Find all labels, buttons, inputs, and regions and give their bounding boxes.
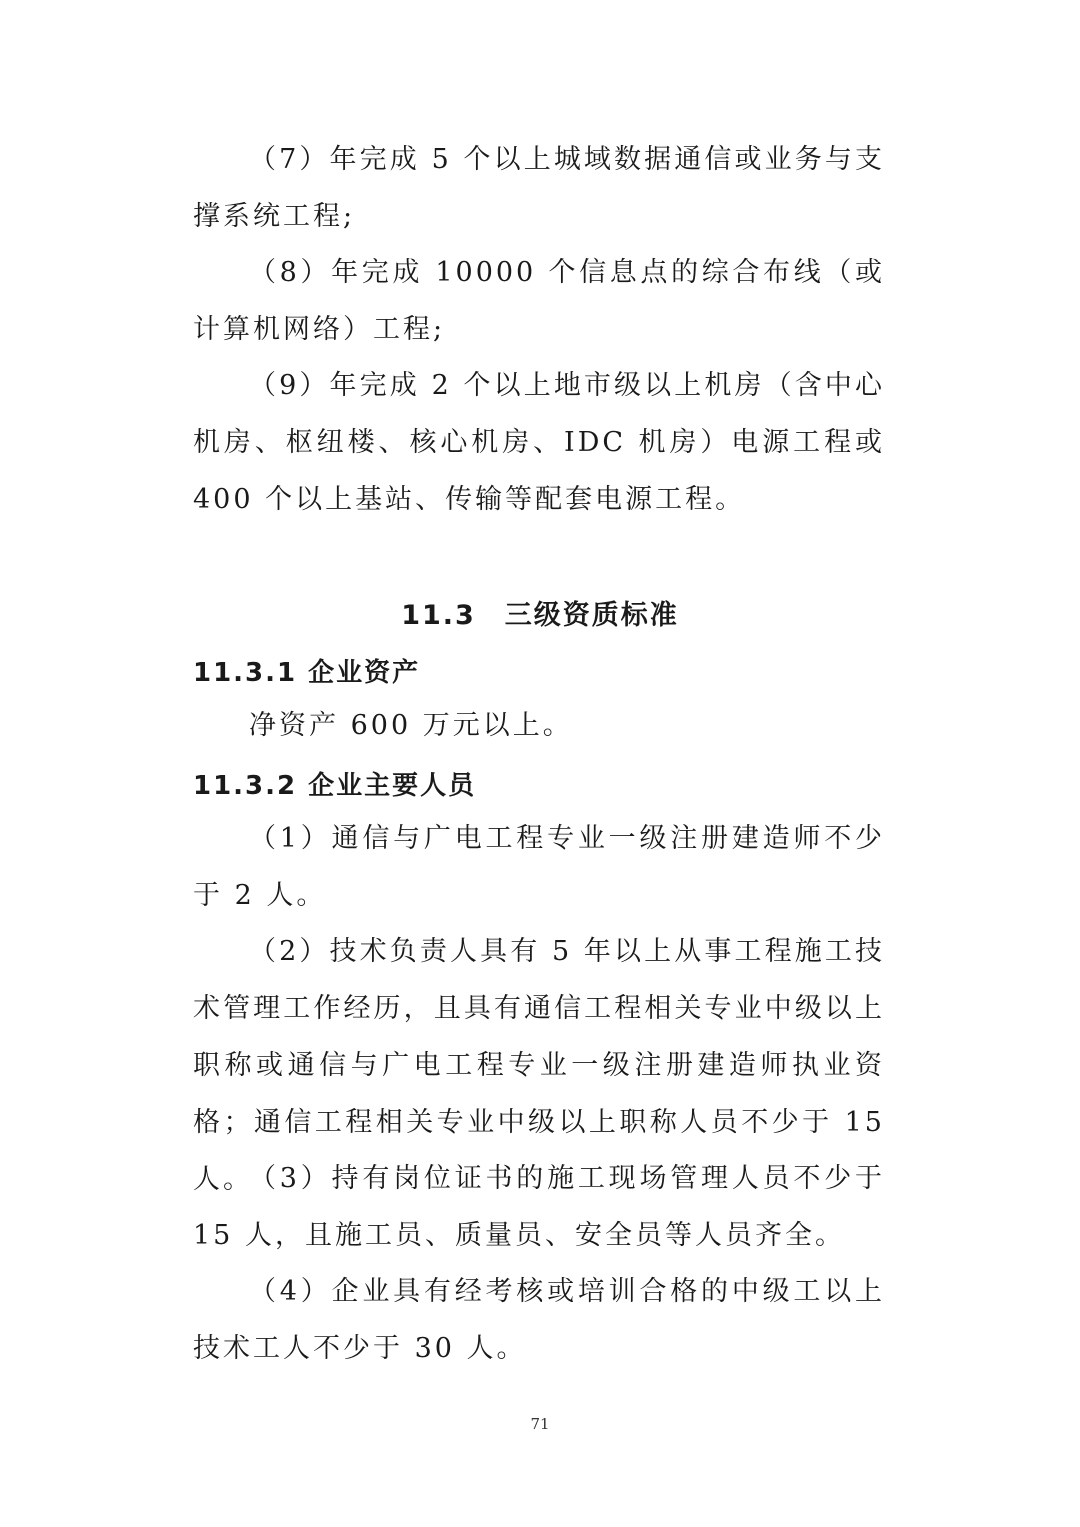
personnel-item-4: （4）企业具有经考核或培训合格的中级工以上技术工人不少于 30 人。 (193, 1276, 885, 1364)
personnel-item-3: （3）持有岗位证书的施工现场管理人员不少于 15 人，且施工员、质量员、安全员等人员齐全。 (193, 1163, 885, 1251)
assets-body: 净资产 600 万元以上。 (249, 710, 573, 741)
item-9: （9）年完成 2 个以上地市级以上机房（含中心机房、枢纽楼、核心机房、IDC 机房）电源工程或 400 个以上基站、传输等配套电源工程。 (193, 370, 885, 515)
personnel-item-2: （2）技术负责人具有 5 年以上从事工程施工技术管理工作经历，且具有通信工程相关专业中级以上职称或通信与广电工程专业一级注册建造师执业资格；通信工程相关专业中级以上职称人员不少于 15 人。 (193, 936, 885, 1195)
item-8: （8）年完成 10000 个信息点的综合布线（或计算机网络）工程; (193, 257, 885, 345)
section-title: 11.3 三级资质标准 (401, 600, 679, 631)
personnel-item-1: （1）通信与广电工程专业一级注册建造师不少于 2 人。 (193, 823, 885, 911)
page-number: 71 (530, 1415, 550, 1433)
subsection-heading-personnel: 11.3.2 企业主要人员 (193, 771, 477, 801)
item-7: （7）年完成 5 个以上城域数据通信或业务与支撑系统工程; (193, 144, 885, 232)
subsection-heading-assets: 11.3.1 企业资产 (193, 658, 421, 688)
